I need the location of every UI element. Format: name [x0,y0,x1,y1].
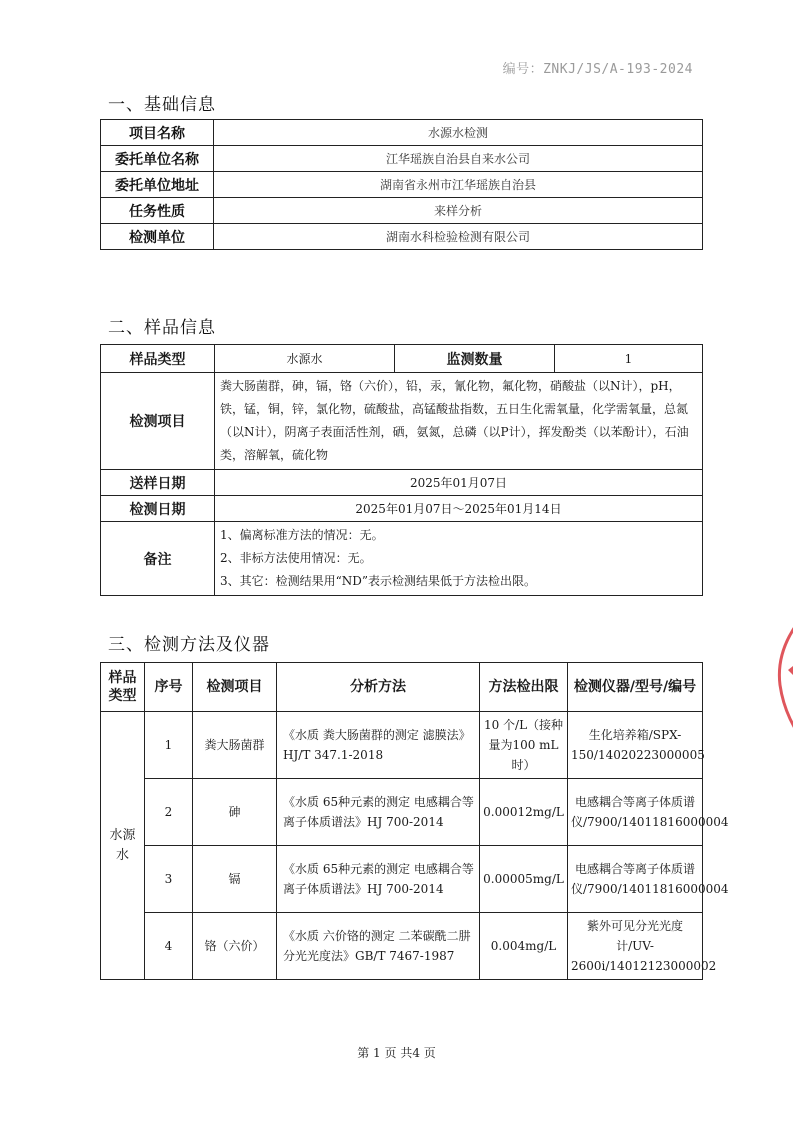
header-seq: 序号 [145,663,193,712]
sample-type-label: 样品类型 [101,345,215,373]
header-method: 分析方法 [277,663,480,712]
sample-info-table [100,344,703,596]
seq-cell: 1 [145,712,193,779]
seq-cell: 3 [145,846,193,913]
table-row [101,779,703,846]
table-row [101,913,703,980]
client-address-value: 湖南省永州市江华瑶族自治县 [214,172,703,198]
instrument-cell: 生化培养箱/SPX-150/14020223000005 [568,712,703,779]
table-row [101,496,703,522]
client-name-value: 江华瑶族自治县自来水公司 [214,146,703,172]
remark-line: 3、其它：检测结果用“ND”表示检测结果低于方法检出限。 [220,574,537,588]
task-type-label: 任务性质 [101,198,214,224]
document-number: 编号：ZNKJ/JS/A-193-2024 [502,62,693,77]
monitor-count-label: 监测数量 [395,345,555,373]
table-row [101,712,703,779]
header-instrument: 检测仪器/型号/编号 [568,663,703,712]
method-cell: 《水质 粪大肠菌群的测定 滤膜法》HJ/T 347.1-2018 [277,712,480,779]
client-name-label: 委托单位名称 [101,146,214,172]
table-row [101,373,703,470]
project-name-value: 水源水检测 [214,120,703,146]
table-row [101,120,703,146]
item-cell: 砷 [193,779,277,846]
instrument-cell: 紫外可见分光光度计/UV-2600i/14012123000002 [568,913,703,980]
stamp-triangle [788,662,793,680]
section-sample-info-title: 二、样品信息 [108,318,216,338]
test-date-value: 2025年01月07日～2025年01月14日 [215,496,703,522]
header-item: 检测项目 [193,663,277,712]
remark-line: 2、非标方法使用情况：无。 [220,551,372,565]
table-row [101,146,703,172]
stamp-arc [779,608,793,750]
seq-cell: 2 [145,779,193,846]
page-footer: 第 1 页 共4 页 [357,1046,436,1060]
test-items-value: 粪大肠菌群，砷，镉，铬（六价），铅，汞，氰化物，氟化物，硝酸盐（以N计），pH，铁，锰，铜，锌，氯化物，硫酸盐，高锰酸盐指数，五日生化需氧量，化学需氧量，总氮（以N计），阴离子表面活性剂，硒，氨氮，总磷（以P计），挥发酚类（以苯酚计），石油类，溶解氧，硫化物 [215,373,703,470]
table-row [101,224,703,250]
seal-stamp [760,600,793,760]
delivery-date-value: 2025年01月07日 [215,470,703,496]
method-cell: 《水质 六价铬的测定 二苯碳酰二肼分光光度法》GB/T 7467-1987 [277,913,480,980]
method-cell: 《水质 65种元素的测定 电感耦合等离子体质谱法》HJ 700-2014 [277,846,480,913]
instrument-cell: 电感耦合等离子体质谱仪/7900/14011816000004 [568,779,703,846]
methods-instruments-table [100,662,729,980]
testing-unit-label: 检测单位 [101,224,214,250]
item-cell: 铬（六价） [193,913,277,980]
method-cell: 《水质 65种元素的测定 电感耦合等离子体质谱法》HJ 700-2014 [277,779,480,846]
test-items-label: 检测项目 [101,373,215,470]
section-methods-title: 三、检测方法及仪器 [108,635,270,655]
remarks-value [215,522,703,596]
header-limit: 方法检出限 [480,663,568,712]
monitor-count-value: 1 [555,345,703,373]
client-address-label: 委托单位地址 [101,172,214,198]
instrument-cell: 电感耦合等离子体质谱仪/7900/14011816000004 [568,846,703,913]
basic-info-table [100,119,703,250]
task-type-value: 来样分析 [214,198,703,224]
limit-cell: 0.00012mg/L [480,779,568,846]
table-row [101,172,703,198]
table-row [101,345,703,373]
seq-cell: 4 [145,913,193,980]
item-cell: 粪大肠菌群 [193,712,277,779]
table-row [101,846,703,913]
sample-type-cell: 水源水 [101,712,145,980]
test-date-label: 检测日期 [101,496,215,522]
limit-cell: 0.004mg/L [480,913,568,980]
remark-line: 1、偏离标准方法的情况：无。 [220,528,384,542]
sample-type-value: 水源水 [215,345,395,373]
table-row [101,198,703,224]
item-cell: 镉 [193,846,277,913]
limit-cell: 10 个/L（接种量为100 mL时） [480,712,568,779]
header-sample-type: 样品类型 [101,663,145,712]
limit-cell: 0.00005mg/L [480,846,568,913]
project-name-label: 项目名称 [101,120,214,146]
section-basic-info-title: 一、基础信息 [108,95,216,115]
remarks-label: 备注 [101,522,215,596]
table-header-row [101,663,703,712]
table-row [101,522,703,596]
table-row [101,470,703,496]
testing-unit-value: 湖南水科检验检测有限公司 [214,224,703,250]
delivery-date-label: 送样日期 [101,470,215,496]
